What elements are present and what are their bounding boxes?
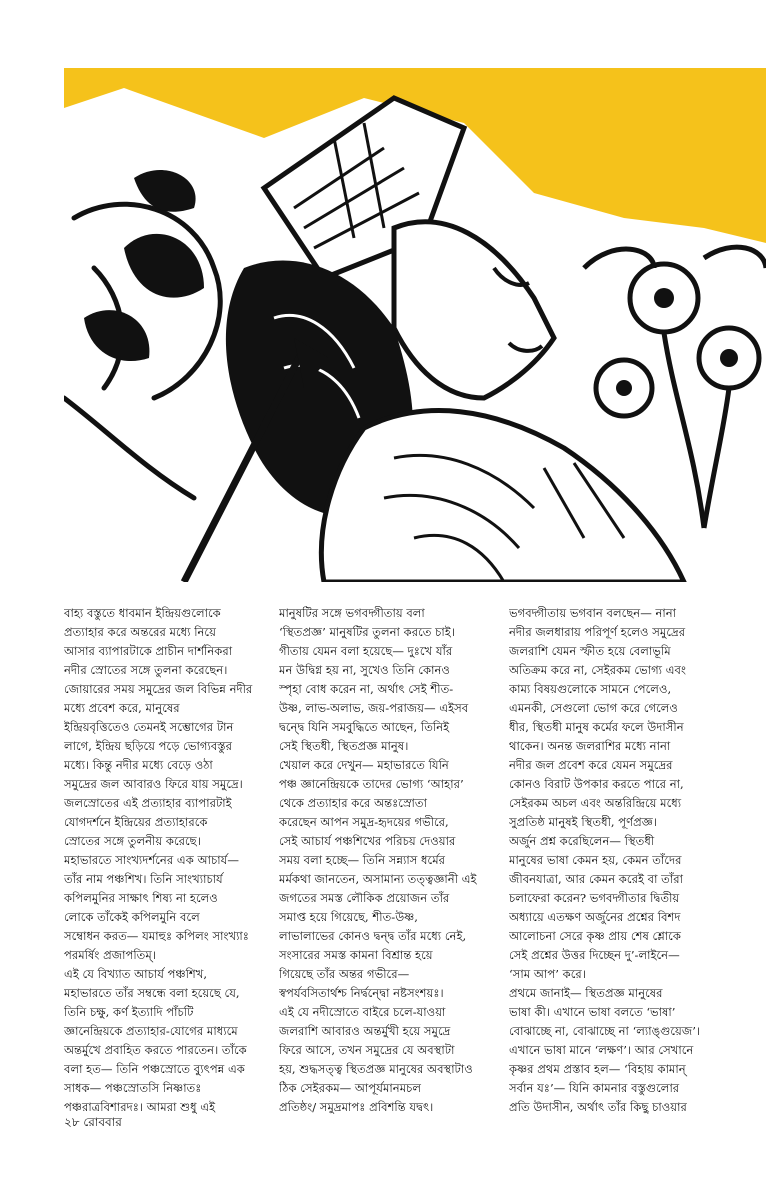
text-line: ভাষা কী। এখানে ভাষা বলতে ‘ভাষা’ <box>509 1005 676 1019</box>
text-line: সর্বান যঃ’— যিনি কামনার বস্তুগুলোর <box>509 1081 680 1095</box>
text-line: পঞ্চরাত্রবিশারদঃ। আমরা শুধু এই <box>64 1100 216 1114</box>
text-line: জলস্রোতের এই প্রত্যাহার ব্যাপারটাই <box>64 796 232 810</box>
text-line: এখানে ভাষা মানে ‘লক্ষণ’। আর সেখানে <box>509 1043 694 1057</box>
text-line: অর্জুন প্রশ্ন করেছিলেন— স্থিতধী <box>509 834 655 848</box>
text-line: মধ্যে। কিন্তু নদীর মধ্যে বেড়ে ওঠা <box>64 758 213 772</box>
text-line: বোঝাচ্ছে না, বোঝাচ্ছে না ‘ল্যাঙ্গুয়েজ’। <box>509 1024 701 1038</box>
text-line: প্রথমে জানাই— স্থিতপ্রজ্ঞ মানুষের <box>509 986 663 1000</box>
text-line: কপিলমুনির সাক্ষাৎ শিষ্য না হলেও <box>64 891 218 905</box>
text-line: সেই আচার্য পঞ্চশিখের পরিচয় দেওয়ার <box>279 834 456 848</box>
text-line: গিয়েছে তাঁর অন্তর গভীরে— <box>279 967 410 981</box>
text-line: এই যে নদীস্রোতে বাইরে চলে-যাওয়া <box>279 1005 446 1019</box>
text-line: তিনি চক্ষু, কর্ণ ইত্যাদি পাঁচটি <box>64 1005 194 1019</box>
text-line: পঞ্চ জ্ঞানেন্দ্রিয়কে তাদের ভোগ্য ‘আহার’ <box>279 777 464 791</box>
text-line: গীতায় যেমন বলা হয়েছে— দুঃখে যাঁর <box>279 644 453 658</box>
text-line: বলা হত— তিনি পঞ্চস্রোতে ব্যুৎপন্ন এক <box>64 1062 245 1076</box>
text-line: মানুষটির সঙ্গে ভগবদ্গীতায় বলা <box>279 606 425 620</box>
text-line: সমুদ্রের জল আবারও ফিরে যায় সমুদ্রে। <box>64 777 243 791</box>
text-line: সংসারের সমস্ত কামনা বিশ্রান্ত হয়ে <box>279 948 433 962</box>
text-line: খেয়াল করে দেখুন— মহাভারতে যিনি <box>279 758 449 772</box>
text-line: সময় বলা হচ্ছে— তিনি সন্ন্যাস ধর্মের <box>279 853 446 867</box>
text-line: প্রতি উদাসীন, অর্থাৎ তাঁর কিছু চাওয়ার <box>509 1100 687 1114</box>
text-line: নদীর জল প্রবেশ করে যেমন সমুদ্রের <box>509 758 673 772</box>
text-line: স্বপর্যবসিতার্থশ্চ নির্দ্বন্দ্বো নষ্টসংশয়ঃ। <box>279 986 444 1000</box>
text-line: অধ্যায়ে এতক্ষণ অর্জুনের প্রশ্নের বিশদ <box>509 910 681 924</box>
text-line: সাধক— পঞ্চস্রোতসি নিষ্ণাতঃ <box>64 1081 202 1095</box>
text-line: সেই প্রশ্নের উত্তর দিচ্ছেন দু’-লাইনে— <box>509 948 680 962</box>
text-line: কাম্য বিষয়গুলোকে সামনে পেলেও, <box>509 682 672 696</box>
text-line: লোকে তাঁকেই কপিলমুনি বলে <box>64 910 200 924</box>
text-line: নদীর স্রোতের সঙ্গে তুলনা করেছেন। <box>64 663 228 677</box>
text-column-3 <box>509 604 707 1117</box>
text-line: মধ্যে প্রবেশ করে, মানুষের <box>64 701 180 715</box>
text-line: কোনও বিরাট উপকার করতে পারে না, <box>509 777 684 791</box>
text-line: করেছেন আপন সমুদ্র-হৃদয়ের গভীরে, <box>279 815 449 829</box>
text-line: অন্তর্মুখে প্রবাহিত করতে পারতেন। তাঁকে <box>64 1043 247 1057</box>
text-line: ধীর, স্থিতধী মানুষ কর্মের ফলে উদাসীন <box>509 720 684 734</box>
text-line: দ্বন্দ্বে যিনি সমবুদ্ধিতে আছেন, তিনিই <box>279 720 450 734</box>
text-line: প্রতিষ্ঠং/ সমুদ্রমাপঃ প্রবিশন্তি যদ্বৎ। <box>279 1100 434 1114</box>
text-column-2 <box>279 604 477 1117</box>
text-line: মহাভারতে সাংখ্যদর্শনের এক আচার্য— <box>64 853 239 867</box>
text-line: মহাভারতে তাঁর সম্বন্ধে বলা হয়েছে যে, <box>64 986 240 1000</box>
page-footer <box>64 1114 122 1130</box>
text-line: জলরাশি যেমন স্ফীত হয়ে বেলাভূমি <box>509 644 671 658</box>
text-column-1 <box>64 604 262 1117</box>
text-line: সমাপ্ত হয়ে গিয়েছে, শীত-উষ্ণ, <box>279 910 418 924</box>
text-line: মন উদ্বিগ্ন হয় না, সুখেও তিনি কোনও <box>279 663 450 677</box>
text-line: সেই স্থিতধী, স্থিতপ্রজ্ঞ মানুষ। <box>279 739 409 753</box>
text-line: জলরাশি আবারও অন্তর্মুখী হয়ে সমুদ্রে <box>279 1024 451 1038</box>
text-line: থাকেন। অনন্ত জলরাশির মধ্যে নানা <box>509 739 671 753</box>
text-line: এই যে বিখ্যাত আচার্য পঞ্চশিখ, <box>64 967 208 981</box>
page-number-label: ২৮ রোববার <box>64 1115 122 1129</box>
illustration-artwork <box>64 68 766 582</box>
text-line: থেকে প্রত্যাহার করে অন্তঃস্রোতা <box>279 796 427 810</box>
text-line: স্রোতের সঙ্গে তুলনীয় করেছে। <box>64 834 201 848</box>
text-line: এমনকী, সেগুলো ভোগ করে গেলেও <box>509 701 678 715</box>
crowned-figure-illustration <box>64 68 766 582</box>
article-body <box>64 604 704 1114</box>
text-line: ঠিক সেইরকম— আপূর্যমানমচল <box>279 1081 422 1095</box>
text-line: প্রত্যাহার করে অন্তরের মধ্যে নিয়ে <box>64 625 216 639</box>
text-line: মর্মকথা জানতেন, অসামান্য তত্ত্বজ্ঞানী এই <box>279 872 477 886</box>
text-line: তাঁর নাম পঞ্চশিখ। তিনি সাংখ্যাচার্য <box>64 872 223 886</box>
text-line: যোগদর্শনে ইন্দ্রিয়ের প্রত্যাহারকে <box>64 815 208 829</box>
text-line: ইন্দ্রিয়বৃত্তিতেও তেমনই সম্ভোগের টান <box>64 720 234 734</box>
text-line: সেইরকম অচল এবং অন্তরিন্দ্রিয়ে মধ্যে <box>509 796 682 810</box>
text-line: আলোচনা সেরে কৃষ্ণ প্রায় শেষ শ্লোকে <box>509 929 681 943</box>
text-line: অতিক্রম করে না, সেইরকম ভোগ্য এবং <box>509 663 686 677</box>
text-line: ‘সাম আপ’ করে। <box>509 967 586 981</box>
text-line: ফিরে আসে, তখন সমুদ্রের যে অবস্থাটা <box>279 1043 455 1057</box>
text-line: আসার ব্যাপারটাকে প্রাচীন দার্শনিকরা <box>64 644 233 658</box>
text-line: জগতের সমস্ত লৌকিক প্রয়োজন তাঁর <box>279 891 450 905</box>
text-line: জ্ঞানেন্দ্রিয়কে প্রত্যাহার-যোগের মাধ্যমে <box>64 1024 238 1038</box>
text-line: কৃষ্ণর প্রথম প্রস্তাব হল— ‘বিহায় কামান্ <box>509 1062 686 1076</box>
text-line: চলাফেরা করেন? ভগবদ্গীতার দ্বিতীয় <box>509 891 680 905</box>
text-line: ‘স্থিতপ্রজ্ঞ’ মানুষটির তুলনা করতে চাই। <box>279 625 455 639</box>
text-line: মানুষের ভাষা কেমন হয়, কেমন তাঁদের <box>509 853 682 867</box>
text-line: উষ্ণ, লাভ-অলাভ, জয়-পরাজয়— এইসব <box>279 701 469 715</box>
text-line: লাগে, ইন্দ্রিয় ছড়িয়ে পড়ে ভোগ্যবস্তুর <box>64 739 232 753</box>
text-line: ভগবদ্গীতায় ভগবান বলছেন— নানা <box>509 606 677 620</box>
text-line: সুপ্রতিষ্ঠ মানুষই স্থিতধী, পূর্ণপ্রজ্ঞ। <box>509 815 658 829</box>
text-line: জীবনযাত্রা, আর কেমন করেই বা তাঁরা <box>509 872 683 886</box>
text-line: বাহ্য বস্তুতে ধাবমান ইন্দ্রিয়গুলোকে <box>64 606 221 620</box>
text-line: পরমর্ষিং প্রজাপতিম্। <box>64 948 156 962</box>
text-line: লাভালাভের কোনও দ্বন্দ্ব তাঁর মধ্যে নেই, <box>279 929 467 943</box>
text-line: জোয়ারের সময় সমুদ্রের জল বিভিন্ন নদীর <box>64 682 253 696</box>
text-line: সম্বোধন করত— যমাহুঃ কপিলং সাংখ্যাঃ <box>64 929 249 943</box>
text-line: নদীর জলধারায় পরিপূর্ণ হলেও সমুদ্রের <box>509 625 686 639</box>
text-line: হয়, শুদ্ধসত্ত্ব স্থিতপ্রজ্ঞ মানুষের অবস্থাটাও <box>279 1062 473 1076</box>
text-line: স্পৃহা বোধ করেন না, অর্থাৎ সেই শীত- <box>279 682 454 696</box>
